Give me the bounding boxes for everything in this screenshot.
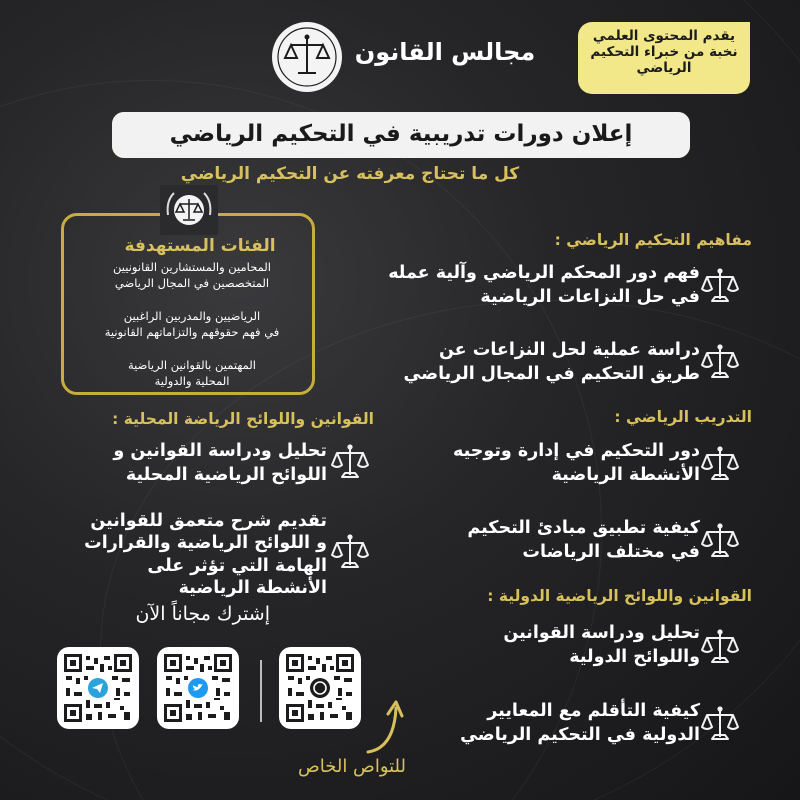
course-item-line: الأنشطة الرياضية: [178, 578, 327, 599]
course-item-line: كيفية التأقلم مع المعايير: [487, 701, 700, 721]
twitter-qr-code[interactable]: [157, 647, 239, 729]
provider-note-line: نخبة من خبراء التحكيم: [590, 44, 738, 61]
target-audience-title: الفئات المستهدفة: [124, 236, 276, 256]
course-item: [57, 440, 327, 487]
provider-note: [578, 22, 750, 94]
course-item-line: فهم دور المحكم الرياضي وآلية عمله: [388, 263, 700, 283]
scales-icon: [330, 442, 370, 482]
course-item-line: كيفية تطبيق مبادئ التحكيم: [467, 518, 700, 538]
course-item: [380, 517, 700, 564]
course-item: [380, 339, 700, 386]
course-item: [380, 700, 700, 747]
section-header: مفاهيم التحكيم الرياضي :: [554, 231, 752, 249]
course-item-line: تقديم شرح متعمق للقوانين: [90, 511, 327, 531]
course-item-line: في مختلف الرياضات: [522, 541, 700, 562]
course-item-line: الدولية في التحكيم الرياضي: [460, 724, 700, 745]
contact-label: للتواص الخاص: [297, 756, 406, 777]
scales-icon: [700, 266, 740, 306]
telegram-icon: [88, 678, 108, 698]
title-banner: [112, 112, 690, 158]
scales-icon: [700, 342, 740, 382]
twitter-icon: [188, 678, 208, 698]
scales-icon: [700, 627, 740, 667]
course-item-line: تحليل ودراسة القوانين: [503, 623, 700, 643]
course-item-line: طريق التحكيم في المجال الرياضي: [403, 363, 700, 384]
telegram-qr-code[interactable]: [57, 647, 139, 729]
course-item-line: الأنشطة الرياضية: [551, 464, 700, 485]
course-item-line: و اللوائح الرياضية والقرارات: [84, 533, 327, 554]
provider-note-line: الرياضي: [636, 60, 692, 77]
scales-icon: [700, 521, 740, 561]
course-item-line: تحليل ودراسة القوانين و: [113, 441, 327, 461]
section-header: التدريب الرياضي :: [614, 408, 752, 426]
section-header: القوانين واللوائح الرياضة المحلية :: [112, 410, 374, 428]
target-group-line: في فهم حقوقهم والتزاماتهم القانونية: [104, 325, 280, 339]
course-item: [380, 262, 700, 309]
curved-arrow-icon: [360, 690, 420, 760]
target-group-line: المحلية والدولية: [154, 374, 230, 388]
brand-name: مجالس القانون: [354, 38, 536, 66]
whatsapp-qr-code[interactable]: [279, 647, 361, 729]
course-item-line: دور التحكيم في إدارة وتوجيه: [452, 441, 700, 461]
course-item-line: دراسة عملية لحل النزاعات عن: [438, 340, 700, 360]
subtitle: كل ما تحتاج معرفته عن التحكيم الرياضي: [180, 164, 520, 184]
scales-of-justice-icon: [270, 20, 344, 94]
whatsapp-icon: [310, 678, 330, 698]
course-item-line: اللوائح الرياضية المحلية: [125, 464, 327, 485]
target-group-line: المتخصصين في المجال الرياضي: [114, 276, 270, 290]
scales-icon: [700, 444, 740, 484]
scales-icon: [700, 704, 740, 744]
target-group-line: المهتمين بالقوانين الرياضية: [127, 358, 257, 372]
qr-divider: [260, 660, 262, 722]
course-item-line: واللوائح الدولية: [569, 646, 700, 667]
course-item: [380, 622, 700, 669]
target-group-line: المحامين والمستشارين القانونيين: [113, 260, 271, 274]
section-header: القوانين واللوائح الرياضية الدولية :: [487, 587, 752, 605]
target-group-line: الرياضيين والمدربين الراغبين: [123, 309, 261, 323]
course-item: [380, 440, 700, 487]
course-item-line: في حل النزاعات الرياضية: [480, 286, 700, 307]
course-item-line: الهامة التي تؤثر على: [147, 555, 327, 576]
page-title: إعلان دورات تدريبية في التحكيم الرياضي: [169, 121, 633, 147]
provider-note-line: يقدم المحتوى العلمي: [592, 28, 736, 44]
course-item: [57, 510, 327, 600]
subscribe-cta[interactable]: إشترك مجاناً الآن: [135, 603, 270, 625]
scales-icon: [330, 532, 370, 572]
scales-of-justice-icon: [160, 185, 218, 235]
